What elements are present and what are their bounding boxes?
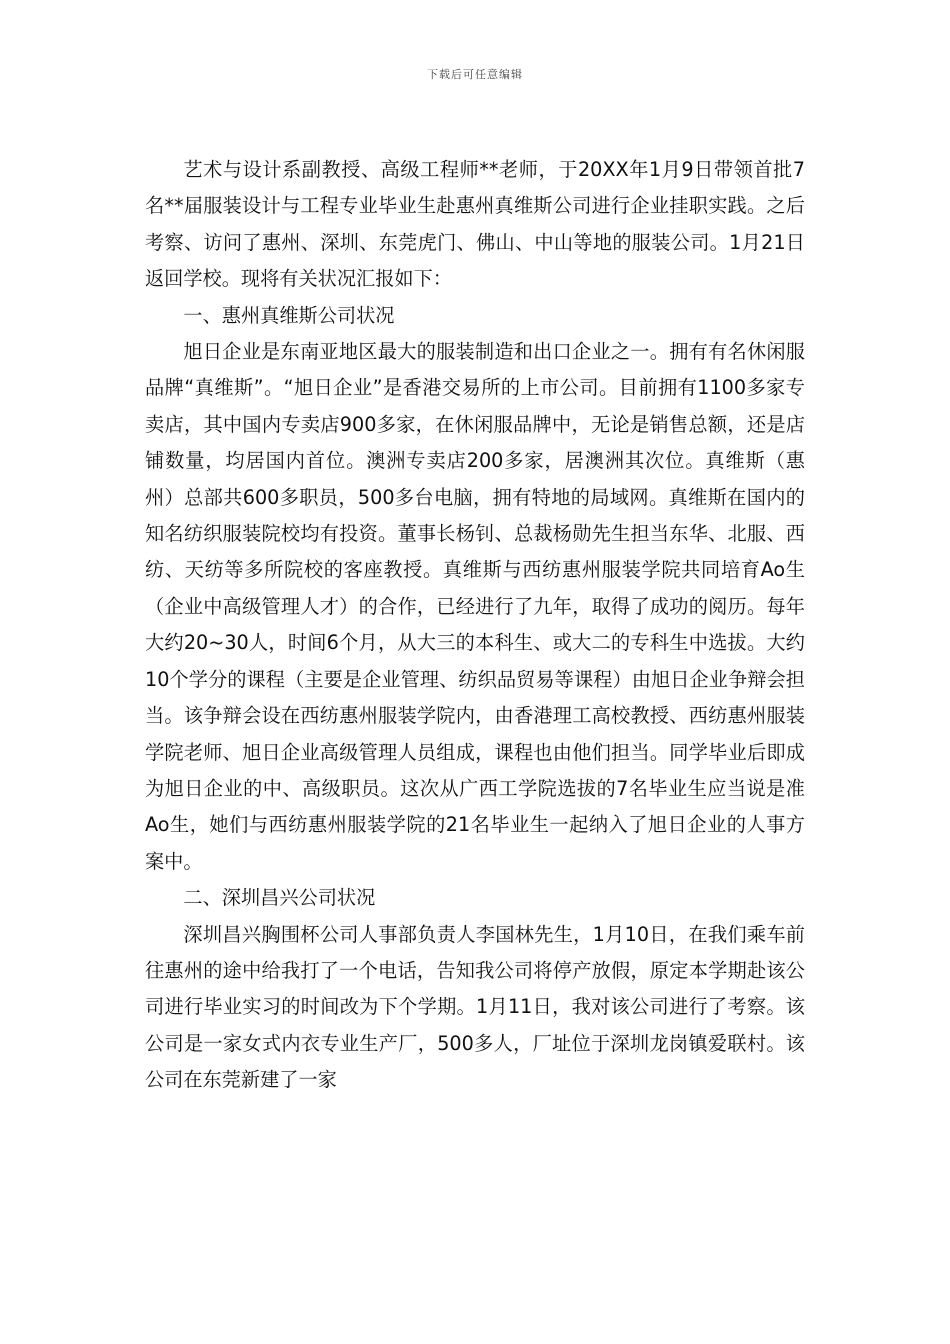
section-heading-2: 二、深圳昌兴公司状况 [183,886,376,910]
section-1-paragraph: 旭日企业是东南亚地区最大的服装制造和出口企业之一。拥有有名休闲服品牌“真维斯”。“旭日企业”是香港交易所的上市公司。目前拥有1100多家专卖店，其中国内专卖店900多家，在休闲服品牌中，无论是销售总额，还是店铺数量，均居国内首位。澳洲专卖店200多家，居澳洲其次位。真维斯（惠州）总部共600多职员，500多台电脑，拥有特地的局域网。真维斯在国内的知名纺织服装院校均有投资。董事长杨钊、总裁杨勋先生担当东华、北服、西纺、天纺等多所院校的客座教授。真维斯与西纺惠州服装学院共同培育Ao生（企业中高级管理人才）的合作，已经进行了九年，取得了成功的阅历。每年大约20~30人，时间6个月，从大三的本科生、或大二的专科生中选拔。大约10个学分的课程（主要是企业管理、纺织品贸易等课程）由旭日企业争辩会担当。该争辩会设在西纺惠州服装学院内，由香港理工高校教授、西纺惠州服装学院老师、旭日企业高级管理人员组成，课程也由他们担当。同学毕业后即成为旭日企业的中、高级职员。这次从广西工学院选拔的7名毕业生应当说是准Ao生，她们与西纺惠州服装学院的21名毕业生一起纳入了旭日企业的人事方案中。 [145,340,805,873]
intro-paragraph: 艺术与设计系副教授、高级工程师**老师，于20XX年1月9日带领首批7名**届服装设计与工程专业毕业生赴惠州真维斯公司进行企业挂职实践。之后考察、访问了惠州、深圳、东莞虎门、佛山、中山等地的服装公司。1月21日返回学校。现将有关状况汇报如下： [145,158,805,291]
section-2-paragraph: 深圳昌兴胸围杯公司人事部负责人李国林先生，1月10日，在我们乘车前往惠州的途中给我打了一个电话，告知我公司将停产放假，原定本学期赴该公司进行毕业实习的时间改为下个学期。1月11日，我对该公司进行了考察。该公司是一家女式内衣专业生产厂，500多人，厂址位于深圳龙岗镇爱联村。该公司在东莞新建了一家 [145,922,805,1092]
section-heading-1: 一、惠州真维斯公司状况 [183,303,395,327]
page-header: 下载后可任意编辑 [427,68,523,81]
document-body [145,152,805,1099]
